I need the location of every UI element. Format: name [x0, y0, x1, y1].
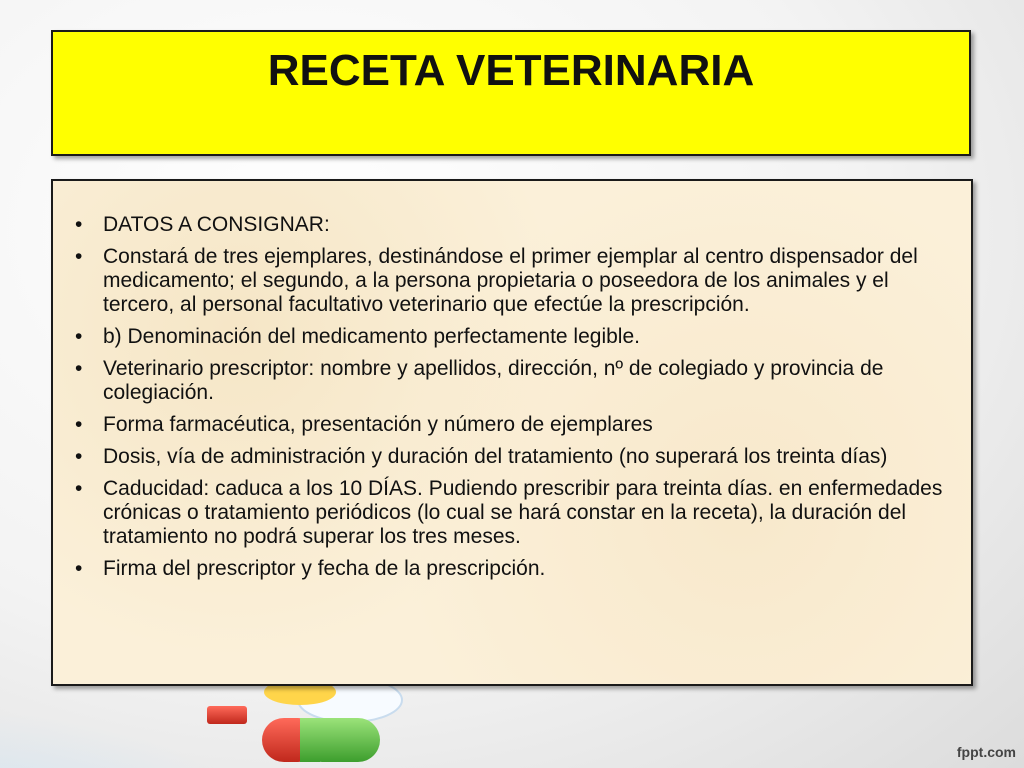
bullet-list — [75, 213, 957, 589]
bullet-icon: • — [75, 413, 83, 436]
pill-red-icon — [207, 706, 247, 724]
slide-title: RECETA VETERINARIA — [267, 46, 755, 95]
bullet-text: DATOS A CONSIGNAR: — [103, 213, 330, 236]
list-item — [75, 245, 957, 317]
list-item — [75, 213, 957, 237]
bullet-icon: • — [75, 445, 83, 468]
bullet-text: Dosis, vía de administración y duración del tratamiento (no superará los treinta días) — [103, 445, 888, 468]
bullet-text: Firma del prescriptor y fecha de la prescripción. — [103, 557, 546, 580]
bullet-text: Constará de tres ejemplares, destinándose el primer ejemplar al centro dispensador del medicamento; el segundo, a la persona propietaria o poseedora de los animales y el tercero, al personal facultativo veterinario que efectúe la prescripción. — [103, 245, 918, 316]
list-item — [75, 413, 957, 437]
bullet-text: b) Denominación del medicamento perfectamente legible. — [103, 325, 640, 348]
watermark: fppt.com — [956, 744, 1016, 760]
bullet-icon: • — [75, 477, 83, 500]
bullet-icon: • — [75, 357, 83, 380]
bullet-icon: • — [75, 245, 83, 268]
list-item — [75, 325, 957, 349]
content-box — [51, 179, 973, 686]
bullet-icon: • — [75, 325, 83, 348]
capsule-icon — [262, 718, 380, 762]
bullet-text: Forma farmacéutica, presentación y número de ejemplares — [103, 413, 653, 436]
bullet-icon: • — [75, 213, 83, 236]
title-box — [51, 30, 971, 156]
list-item — [75, 477, 957, 549]
list-item — [75, 445, 957, 469]
bullet-icon: • — [75, 557, 83, 580]
bullet-text: Caducidad: caduca a los 10 DÍAS. Pudiendo prescribir para treinta días. en enfermedades crónicas o tratamiento periódicos (lo cual se hará constar en la receta), la duración del tratamiento no podrá superar los tres meses. — [103, 477, 943, 548]
list-item — [75, 357, 957, 405]
bullet-text: Veterinario prescriptor: nombre y apellidos, dirección, nº de colegiado y provincia de colegiación. — [103, 357, 884, 404]
list-item — [75, 557, 957, 581]
